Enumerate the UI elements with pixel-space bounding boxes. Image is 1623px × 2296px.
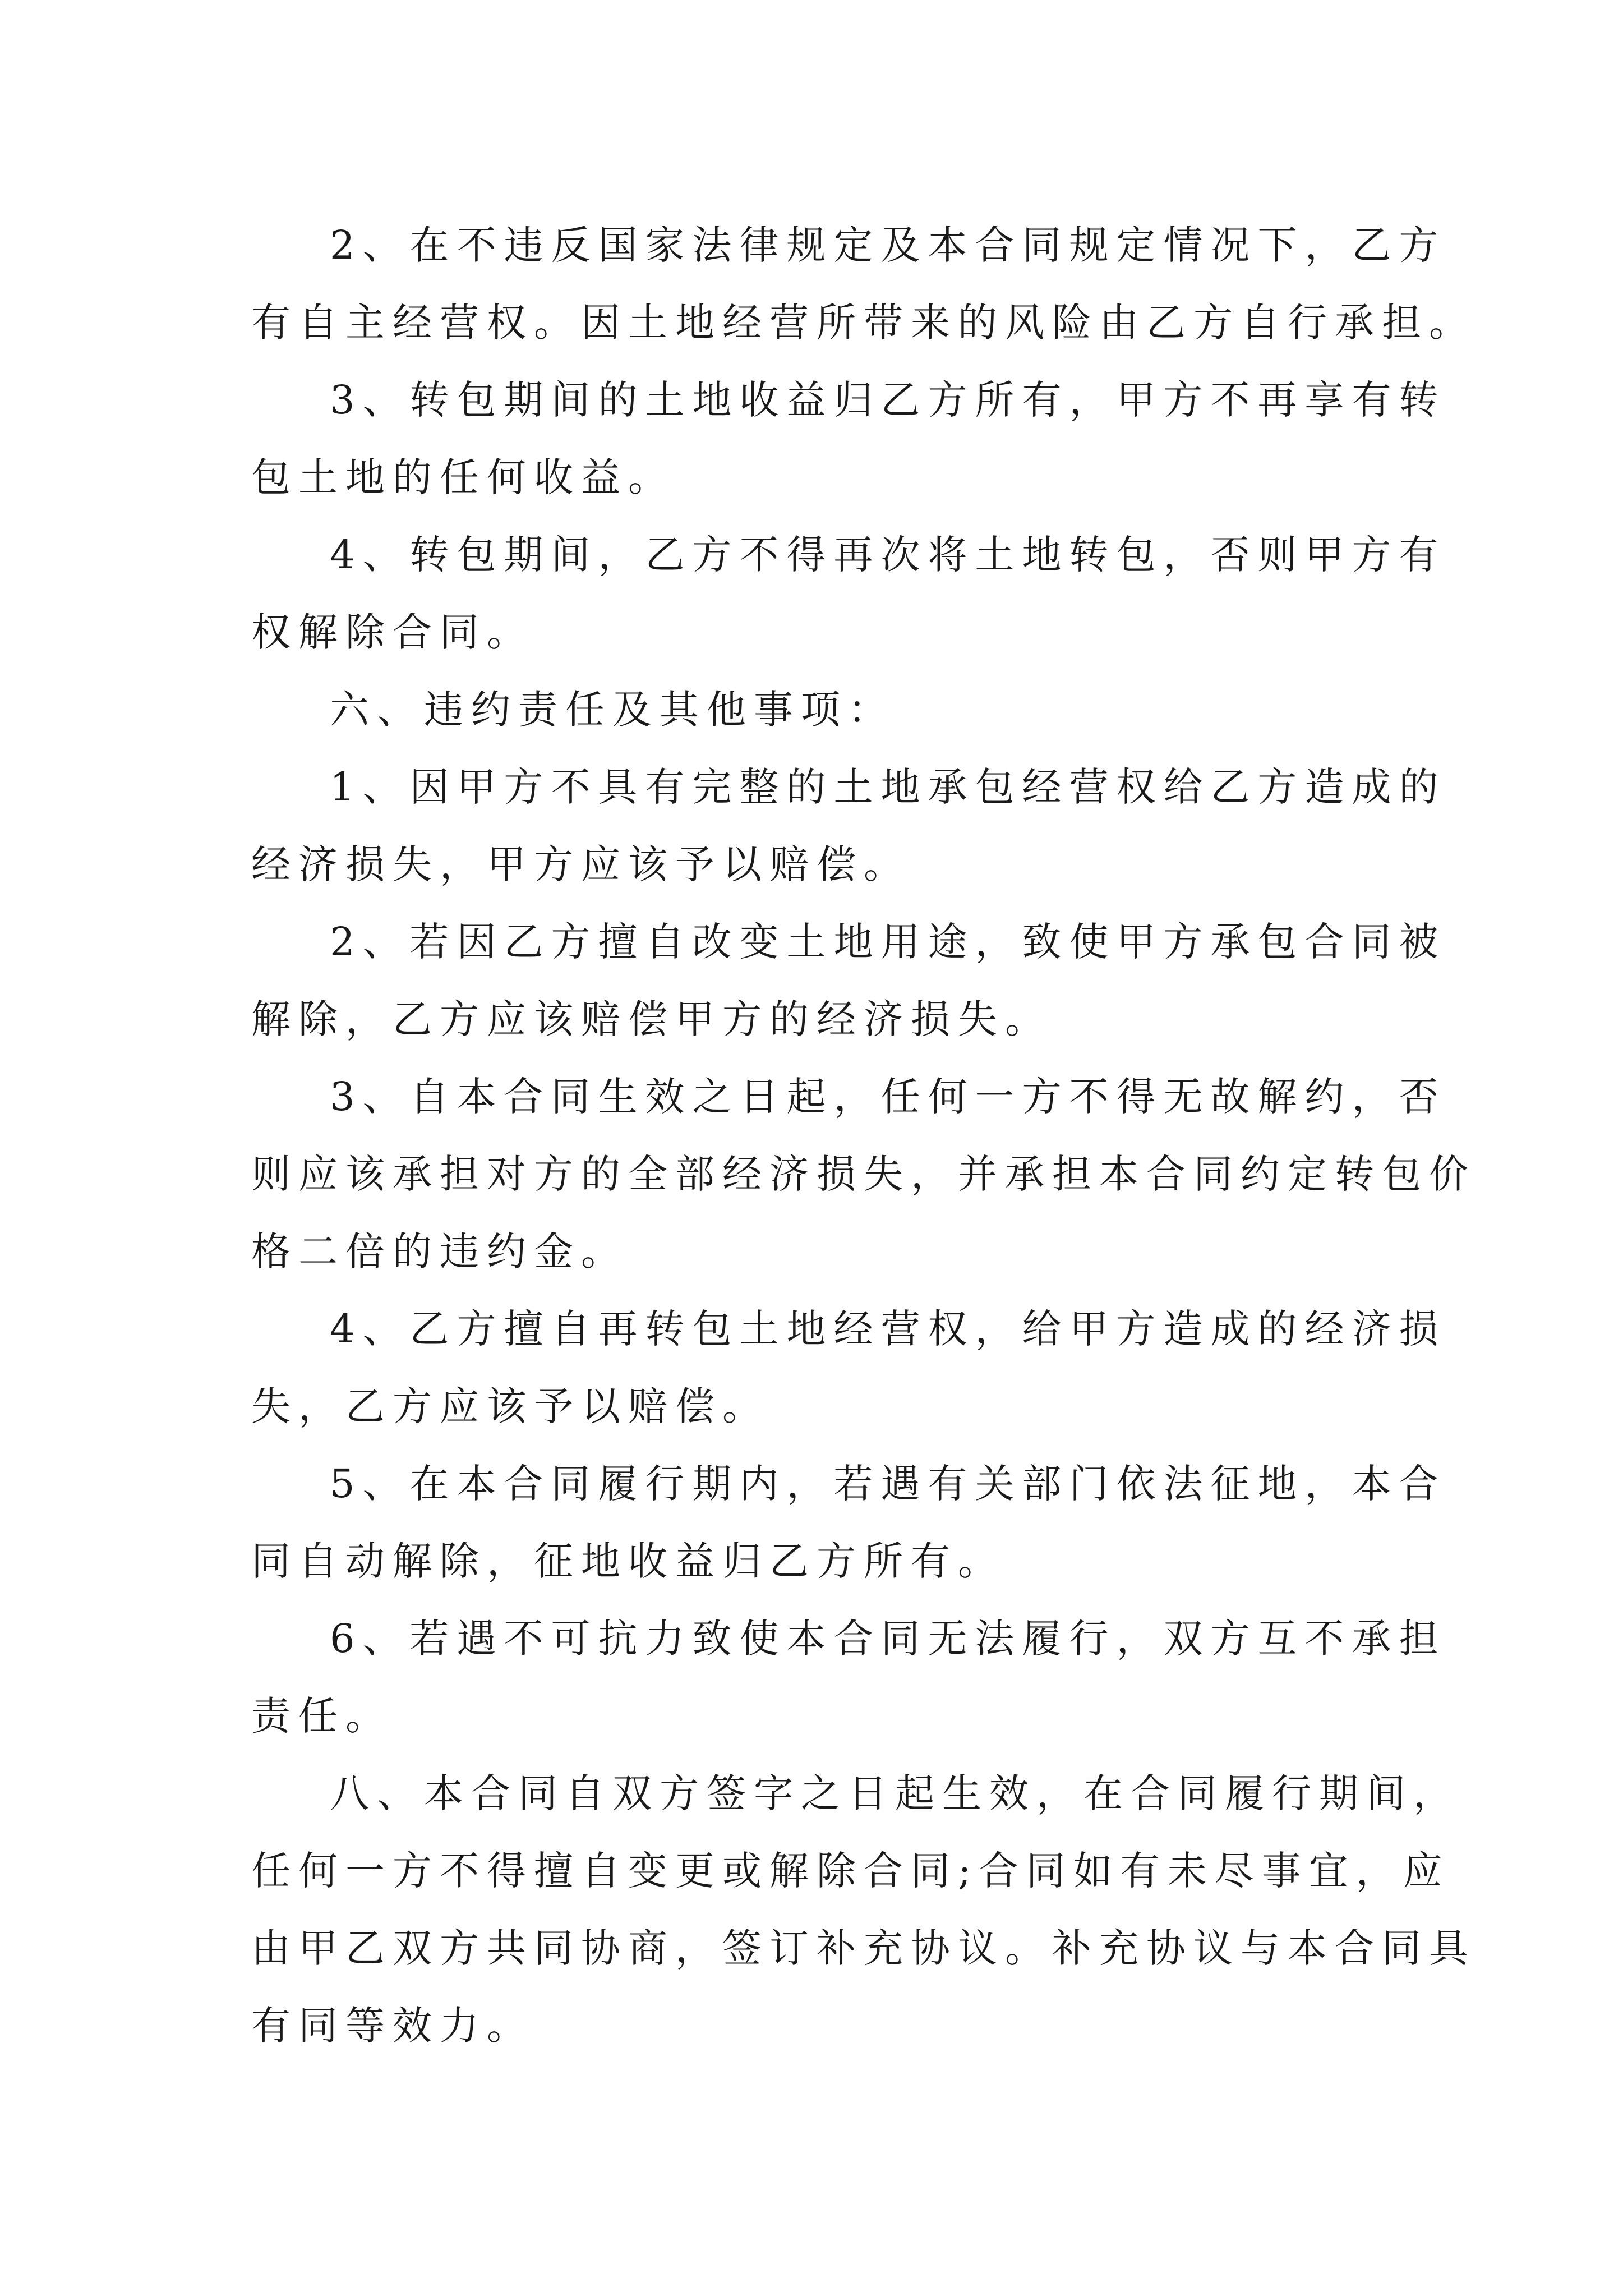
text-line: 有同等效力。 <box>251 2003 534 2049</box>
document-body <box>251 206 1476 2064</box>
text-line: 2、在不违反国家法律规定及本合同规定情况下，乙方 <box>330 222 1446 268</box>
text-line: 格二倍的违约金。 <box>251 1228 628 1274</box>
text-line: 6、若遇不可抗力致使本合同无法履行，双方互不承担 <box>330 1616 1446 1662</box>
section-heading-breach-liability <box>251 671 1390 748</box>
text-line: 5、在本合同履行期内，若遇有关部门依法征地，本合 <box>330 1461 1446 1507</box>
text-line: 则应该承担对方的全部经济损失，并承担本合同约定转包价 <box>251 1151 1476 1197</box>
text-line: 3、自本合同生效之日起，任何一方不得无故解约，否 <box>330 1074 1446 1120</box>
text-line: 同自动解除，征地收益归乙方所有。 <box>251 1538 1005 1584</box>
text-line: 4、乙方擅自再转包土地经营权，给甲方造成的经济损 <box>330 1306 1446 1352</box>
text-line: 解除，乙方应该赔偿甲方的经济损失。 <box>251 996 1052 1042</box>
text-line: 4、转包期间，乙方不得再次将土地转包，否则甲方有 <box>330 532 1446 578</box>
paragraph-liability-3 <box>251 1058 1476 1290</box>
paragraph-liability-6 <box>251 1600 1446 1755</box>
paragraph-liability-1 <box>251 748 1446 903</box>
text-line: 责任。 <box>251 1693 393 1739</box>
paragraph-clause-4-no-sublease <box>251 516 1446 671</box>
text-line: 八、本合同自双方签字之日起生效，在合同履行期间， <box>330 1770 1460 1816</box>
paragraph-clause-2-operating-rights <box>251 206 1476 361</box>
paragraph-clause-8-effectiveness <box>251 1755 1476 2064</box>
text-line: 经济损失，甲方应该予以赔偿。 <box>251 841 911 887</box>
paragraph-clause-3-land-income <box>251 361 1446 516</box>
text-line: 有自主经营权。因土地经营所带来的风险由乙方自行承担。 <box>251 300 1476 346</box>
paragraph-liability-4 <box>251 1290 1446 1445</box>
paragraph-liability-2 <box>251 903 1446 1058</box>
text-line: 1、因甲方不具有完整的土地承包经营权给乙方造成的 <box>330 764 1446 810</box>
paragraph-liability-5 <box>251 1445 1446 1600</box>
text-line: 任何一方不得擅自变更或解除合同;合同如有未尽事宜，应 <box>251 1848 1450 1894</box>
text-line: 失，乙方应该予以赔偿。 <box>251 1383 769 1429</box>
text-line: 3、转包期间的土地收益归乙方所有，甲方不再享有转 <box>330 377 1446 423</box>
text-line: 2、若因乙方擅自改变土地用途，致使甲方承包合同被 <box>330 919 1446 965</box>
text-line: 包土地的任何收益。 <box>251 454 675 500</box>
text-line: 六、违约责任及其他事项： <box>330 687 895 733</box>
text-line: 权解除合同。 <box>251 609 534 655</box>
text-line: 由甲乙双方共同协商，签订补充协议。补充协议与本合同具 <box>251 1925 1476 1971</box>
